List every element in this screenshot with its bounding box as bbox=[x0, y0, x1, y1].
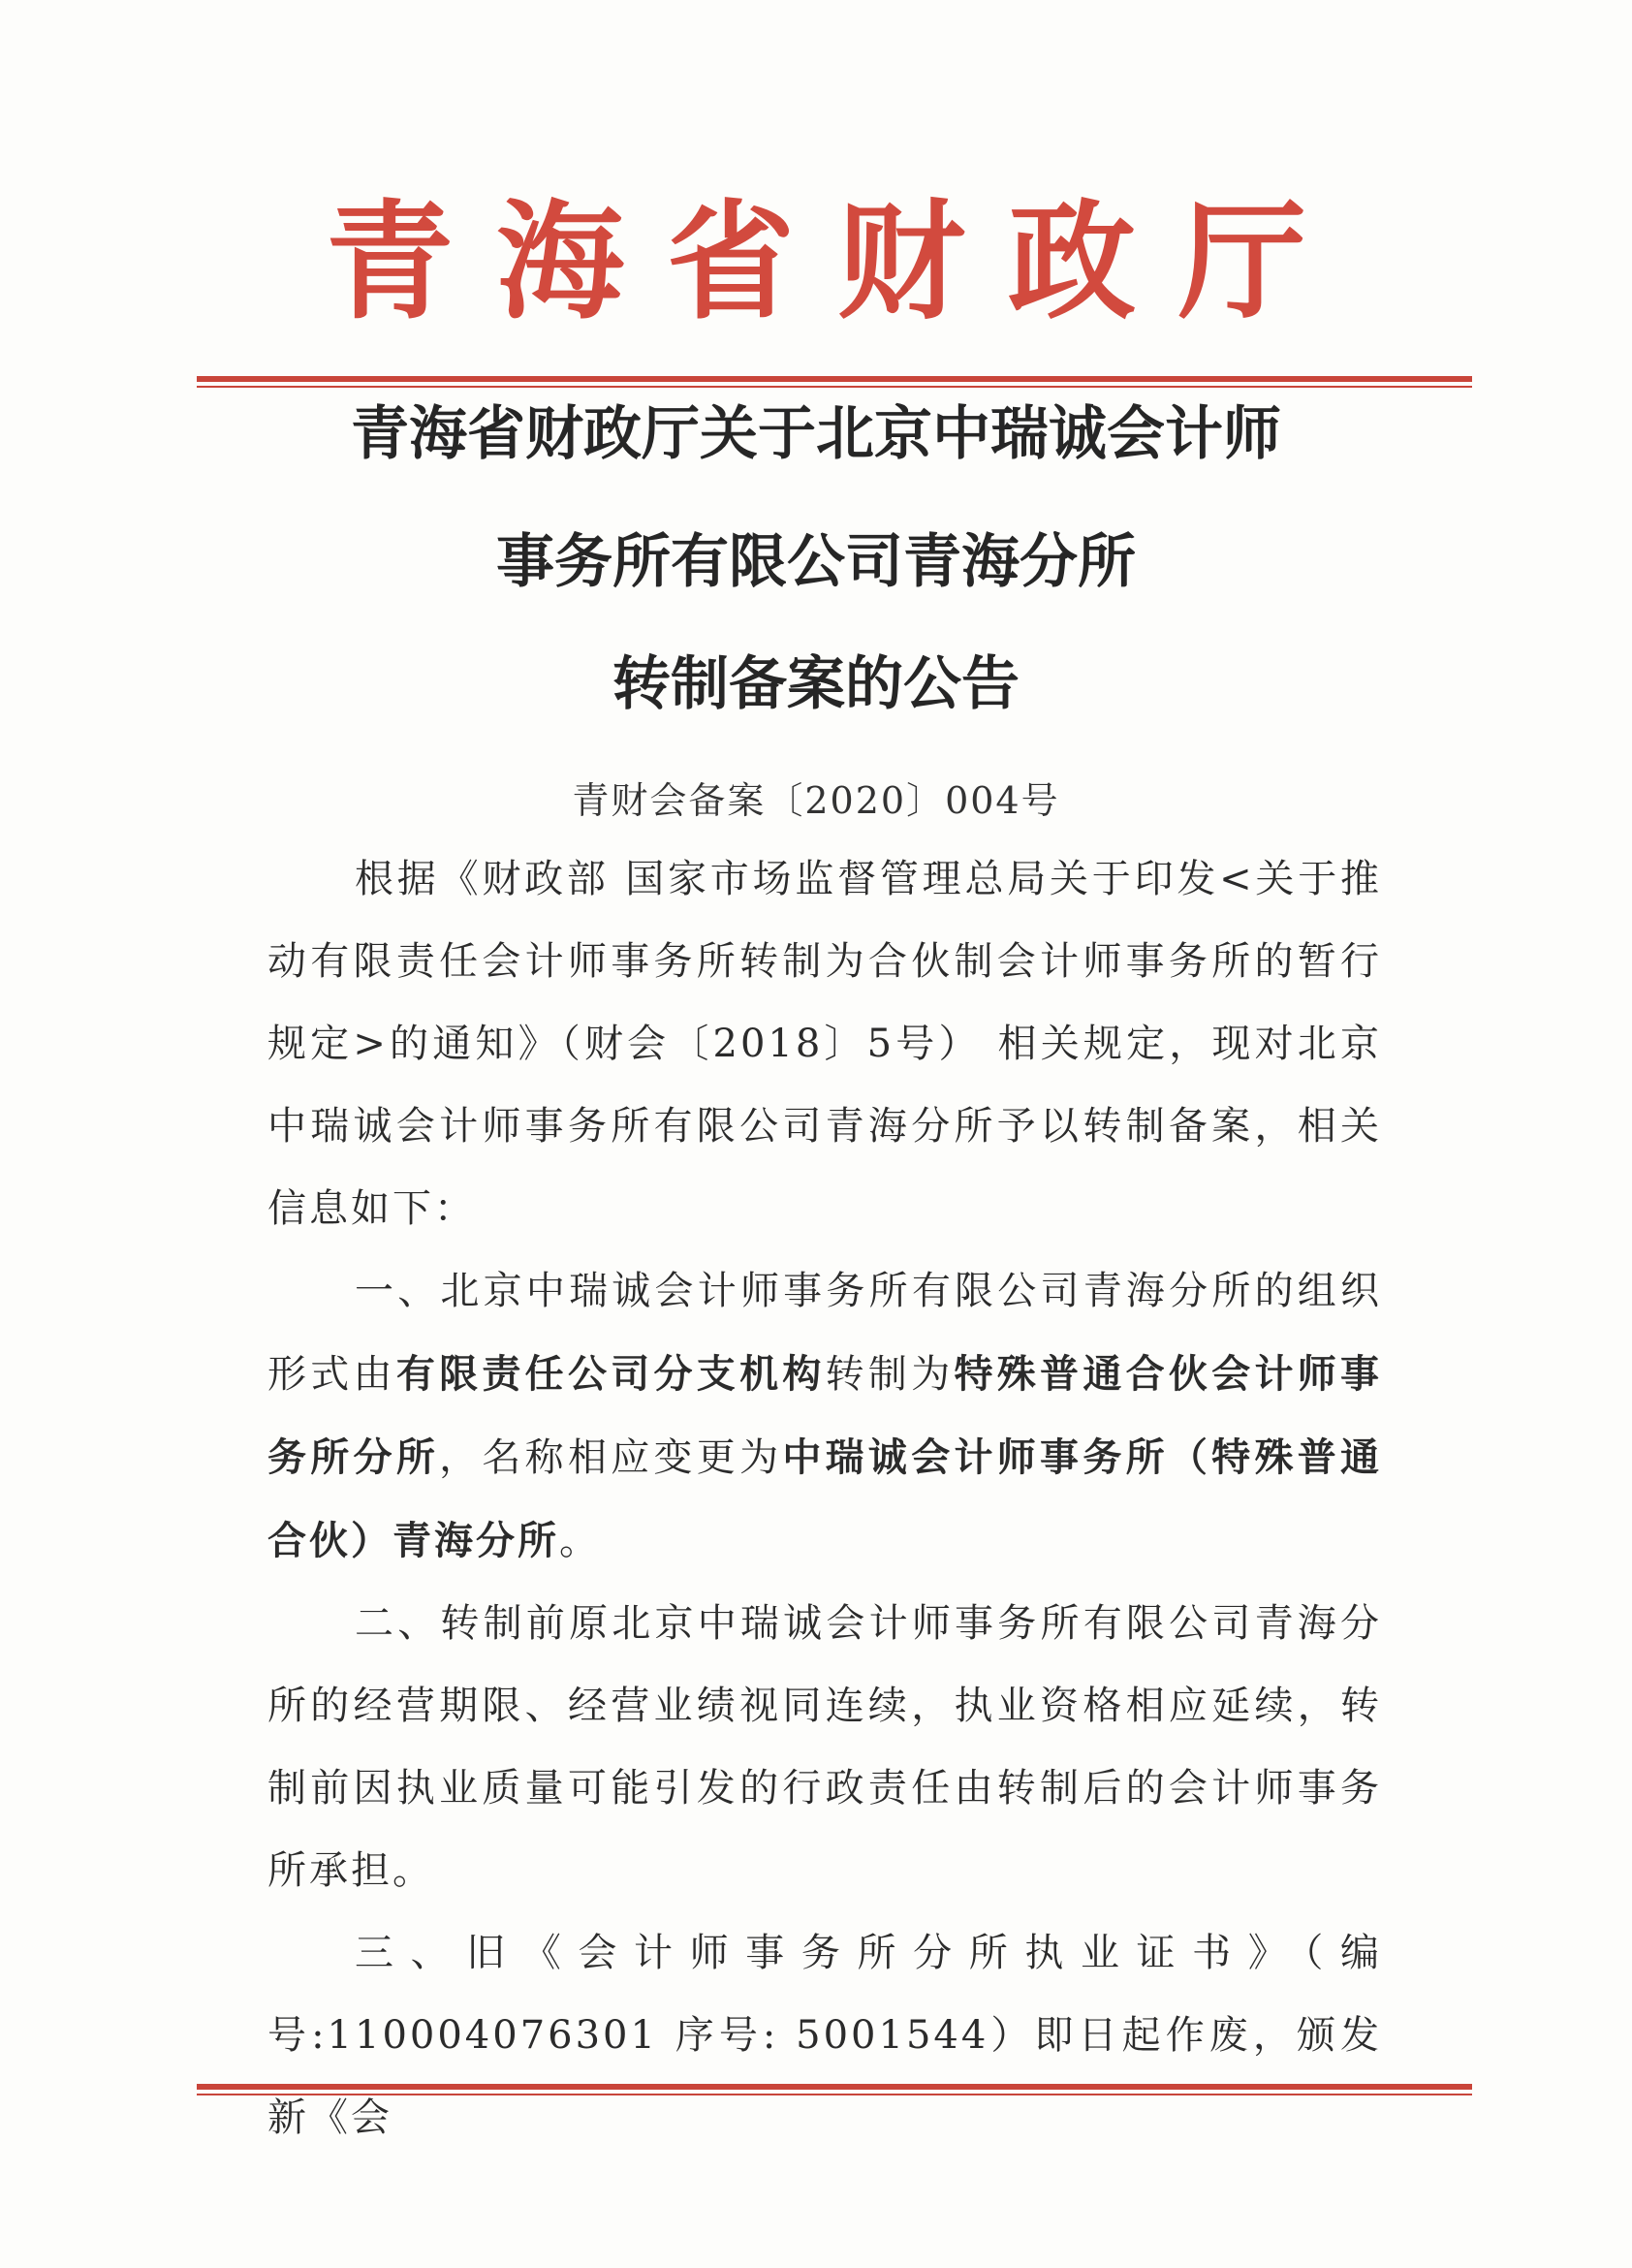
paragraph-item-2: 二、转制前原北京中瑞诚会计师事务所有限公司青海分所的经营期限、经营业绩视同连续，执业资格相应延续，转制前因执业质量可能引发的行政责任由转制后的会计师事务所承担。 bbox=[267, 1601, 1382, 1893]
title-line-3: 转制备案的公告 bbox=[612, 650, 1020, 718]
paragraph-item-3: 三、旧《会计师事务所分所执业证书》（编号:110004076301 序号: 5001544）即日起作废，颁发新《会 bbox=[267, 1931, 1382, 2140]
item1-bold-3: 中瑞诚会计师事务所（特殊普通合伙）青海分所 bbox=[267, 1434, 1383, 1563]
footer-red-rule bbox=[197, 2084, 1472, 2095]
item1-text-1: 一、北京中瑞诚会计师事务所有限公司青海分所的组织形式由 bbox=[267, 1269, 1382, 1397]
header-red-rule bbox=[197, 376, 1472, 388]
title-line-2: 事务所有限公司青海分所 bbox=[496, 528, 1136, 596]
masthead-title: 青海省财政厅 bbox=[326, 187, 1349, 337]
item1-bold-1: 有限责任公司分支机构 bbox=[395, 1351, 826, 1397]
item1-text-4: 。 bbox=[559, 1519, 601, 1563]
item1-bold-2: 特殊普通合伙会计师事务所分所 bbox=[267, 1351, 1383, 1480]
item1-text-3: ，名称相应变更为 bbox=[439, 1435, 783, 1480]
body-text bbox=[267, 838, 1382, 2159]
title-line-1: 青海省财政厅关于北京中瑞诚会计师 bbox=[351, 400, 1281, 468]
document-number: 青财会备案〔2020〕004号 bbox=[572, 779, 1060, 822]
paragraph-intro: 根据《财政部 国家市场监督管理总局关于印发<关于推动有限责任会计师事务所转制为合伙制会计师事务所的暂行规定>的通知》（财会〔2018〕5号） 相关规定，现对北京中瑞诚会计师事务所有限公司青海分所予以转制备案，相关信息如下： bbox=[267, 857, 1382, 1231]
paragraph-item-1 bbox=[267, 1250, 1382, 1583]
item1-text-2: 转制为 bbox=[825, 1352, 955, 1397]
